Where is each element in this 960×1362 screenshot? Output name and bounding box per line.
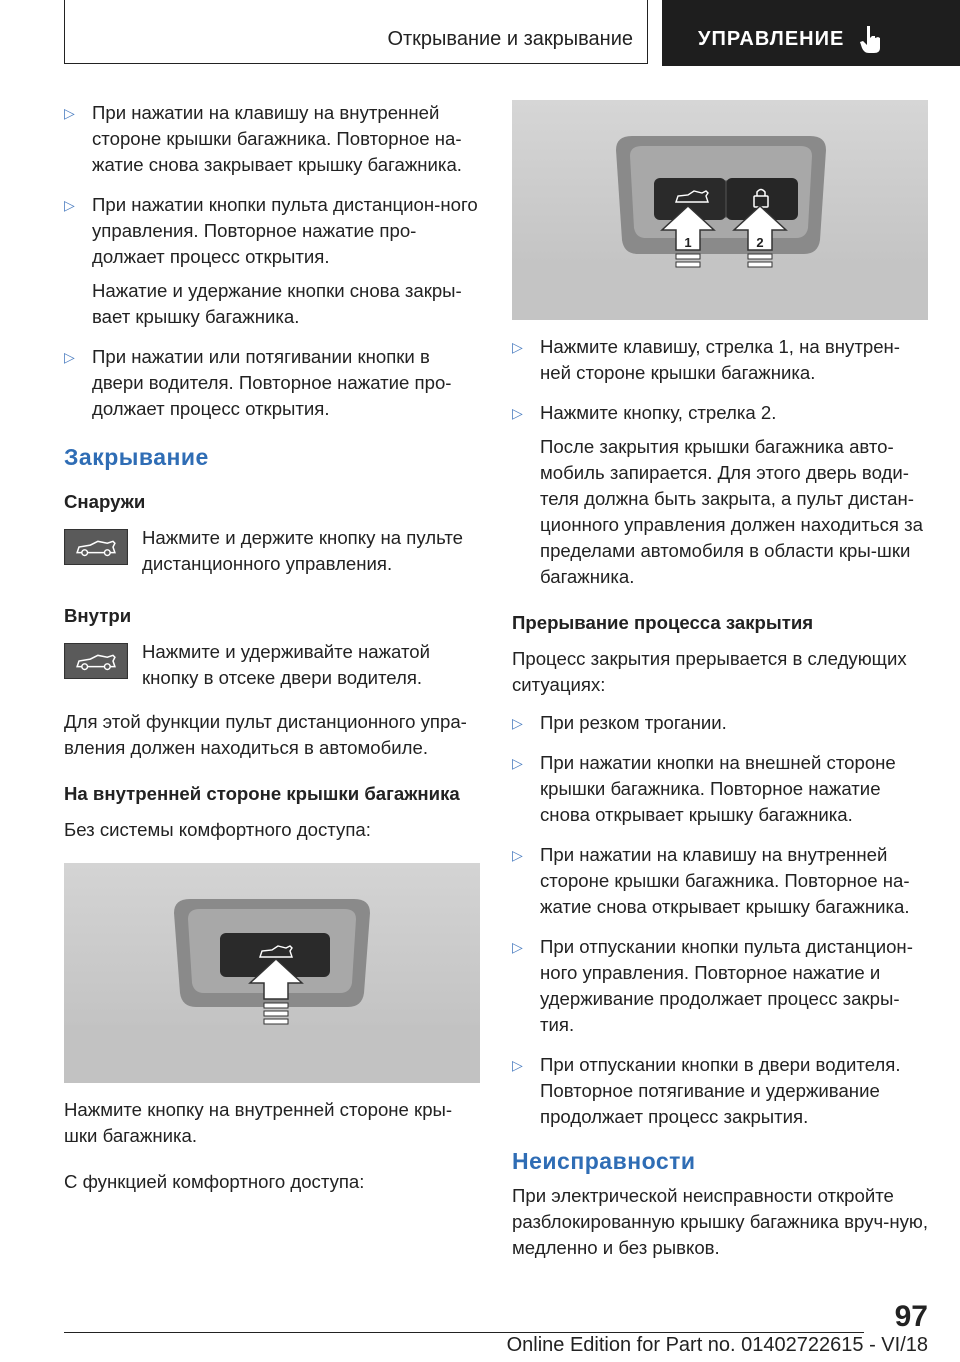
photo-caption: Нажмите кнопку на внутренней стороне кры-шки багажника. <box>64 1099 453 1146</box>
triangle-right-icon: ▷ <box>512 939 523 955</box>
header-section-box <box>64 0 648 64</box>
trunk-buttons-photo <box>512 100 928 320</box>
subheading-outside: Снаружи <box>64 491 146 512</box>
bullet-item <box>64 100 480 178</box>
bullet-text: Нажмите клавишу, стрелка 1, на внутрен-ней стороне крышки багажника. <box>540 336 900 383</box>
bullet-text: При нажатии на клавишу на внутренней стороне крышки багажника. Повторное на-жатие снова закрывает крышку багажника. <box>92 102 462 175</box>
page-header <box>64 0 960 66</box>
car-trunk-icon <box>64 643 128 679</box>
inside-instruction <box>64 639 480 691</box>
car-trunk-icon <box>64 529 128 565</box>
header-chapter-title: УПРАВЛЕНИЕ <box>698 28 845 50</box>
bullet-item <box>512 710 928 736</box>
section-heading-closing: Закрывание <box>64 444 209 470</box>
bullet-text: После закрытия крышки багажника авто-мобиль запирается. Для этого дверь води-теля должна быть закрыта, а пульт дистан-ционного управления должен находиться за пределами автомобиля в области кры-шки багажника. <box>540 436 924 587</box>
bullet-item <box>512 400 928 590</box>
inside-text: Нажмите и удерживайте нажатой кнопку в отсеке двери водителя. <box>142 641 431 688</box>
bullet-text: При нажатии на клавишу на внутренней стороне крышки багажника. Повторное на-жатие снова открывает крышку багажника. <box>540 844 910 917</box>
subheading-lid: На внутренней стороне крышки багажника <box>64 783 460 804</box>
right-column <box>512 100 928 1261</box>
triangle-right-icon: ▷ <box>512 755 523 771</box>
triangle-right-icon: ▷ <box>512 405 523 421</box>
triangle-right-icon: ▷ <box>64 105 75 121</box>
fault-text: При электрической неисправности откройте разблокированную крышку багажника вруч-ную, медленно и без рывков. <box>512 1185 929 1258</box>
photo-label-1: 1 <box>684 235 692 250</box>
footer-divider <box>64 1332 864 1333</box>
bullet-item <box>64 192 480 330</box>
inside-note: Для этой функции пульт дистанционного упра-вления должен находиться в автомобиле. <box>64 711 467 758</box>
bullet-text: При нажатии кнопки пульта дистанцион-ного управления. Повторное нажатие про-должает процесс открытия. <box>92 194 478 267</box>
triangle-right-icon: ▷ <box>64 197 75 213</box>
section-heading-faults: Неисправности <box>512 1148 696 1174</box>
bullet-item <box>512 334 928 386</box>
triangle-right-icon: ▷ <box>64 349 75 365</box>
bullet-text: При нажатии или потягивании кнопки в двери водителя. Повторное нажатие про-должает процесс открытия. <box>92 346 452 419</box>
triangle-right-icon: ▷ <box>512 339 523 355</box>
left-column <box>64 100 480 1195</box>
lid-text: Без системы комфортного доступа: <box>64 819 371 840</box>
bullet-text: При отпускании кнопки пульта дистанцион-ного управления. Повторное нажатие и удерживание продолжает процесс закры-тия. <box>540 936 913 1035</box>
hand-pointer-icon <box>858 24 884 54</box>
photo-label-2: 2 <box>756 235 764 250</box>
bullet-item <box>512 750 928 828</box>
bullet-item <box>64 344 480 422</box>
bullet-item <box>512 842 928 920</box>
bullet-text: Нажатие и удержание кнопки снова закры-вает крышку багажника. <box>92 280 462 327</box>
outside-text: Нажмите и держите кнопку на пульте дистанционного управления. <box>142 527 463 574</box>
triangle-right-icon: ▷ <box>512 847 523 863</box>
footer-edition: Online Edition for Part no. 01402722615 - VI/18 <box>506 1334 928 1356</box>
subheading-interrupt: Прерывание процесса закрытия <box>512 612 814 633</box>
header-chapter-box <box>662 0 960 66</box>
bullet-text: При резком трогании. <box>540 712 727 733</box>
page-number: 97 <box>894 1300 928 1333</box>
outside-instruction <box>64 525 480 577</box>
triangle-right-icon: ▷ <box>512 1057 523 1073</box>
comfort-text: С функцией комфортного доступа: <box>64 1171 365 1192</box>
header-section-title: Открывание и закрывание <box>387 28 633 50</box>
interrupt-text: Процесс закрытия прерывается в следующих ситуациях: <box>512 648 907 695</box>
bullet-text: При отпускании кнопки в двери водителя. Повторное потягивание и удерживание продолжает процесс закрытия. <box>540 1054 901 1127</box>
bullet-item <box>512 1052 928 1130</box>
bullet-text: Нажмите кнопку, стрелка 2. <box>540 402 777 423</box>
bullet-item <box>512 934 928 1038</box>
trunk-button-photo <box>64 863 480 1083</box>
bullet-text: При нажатии кнопки на внешней стороне крышки багажника. Повторное нажатие снова открывает крышку багажника. <box>540 752 896 825</box>
triangle-right-icon: ▷ <box>512 715 523 731</box>
subheading-inside: Внутри <box>64 605 132 626</box>
